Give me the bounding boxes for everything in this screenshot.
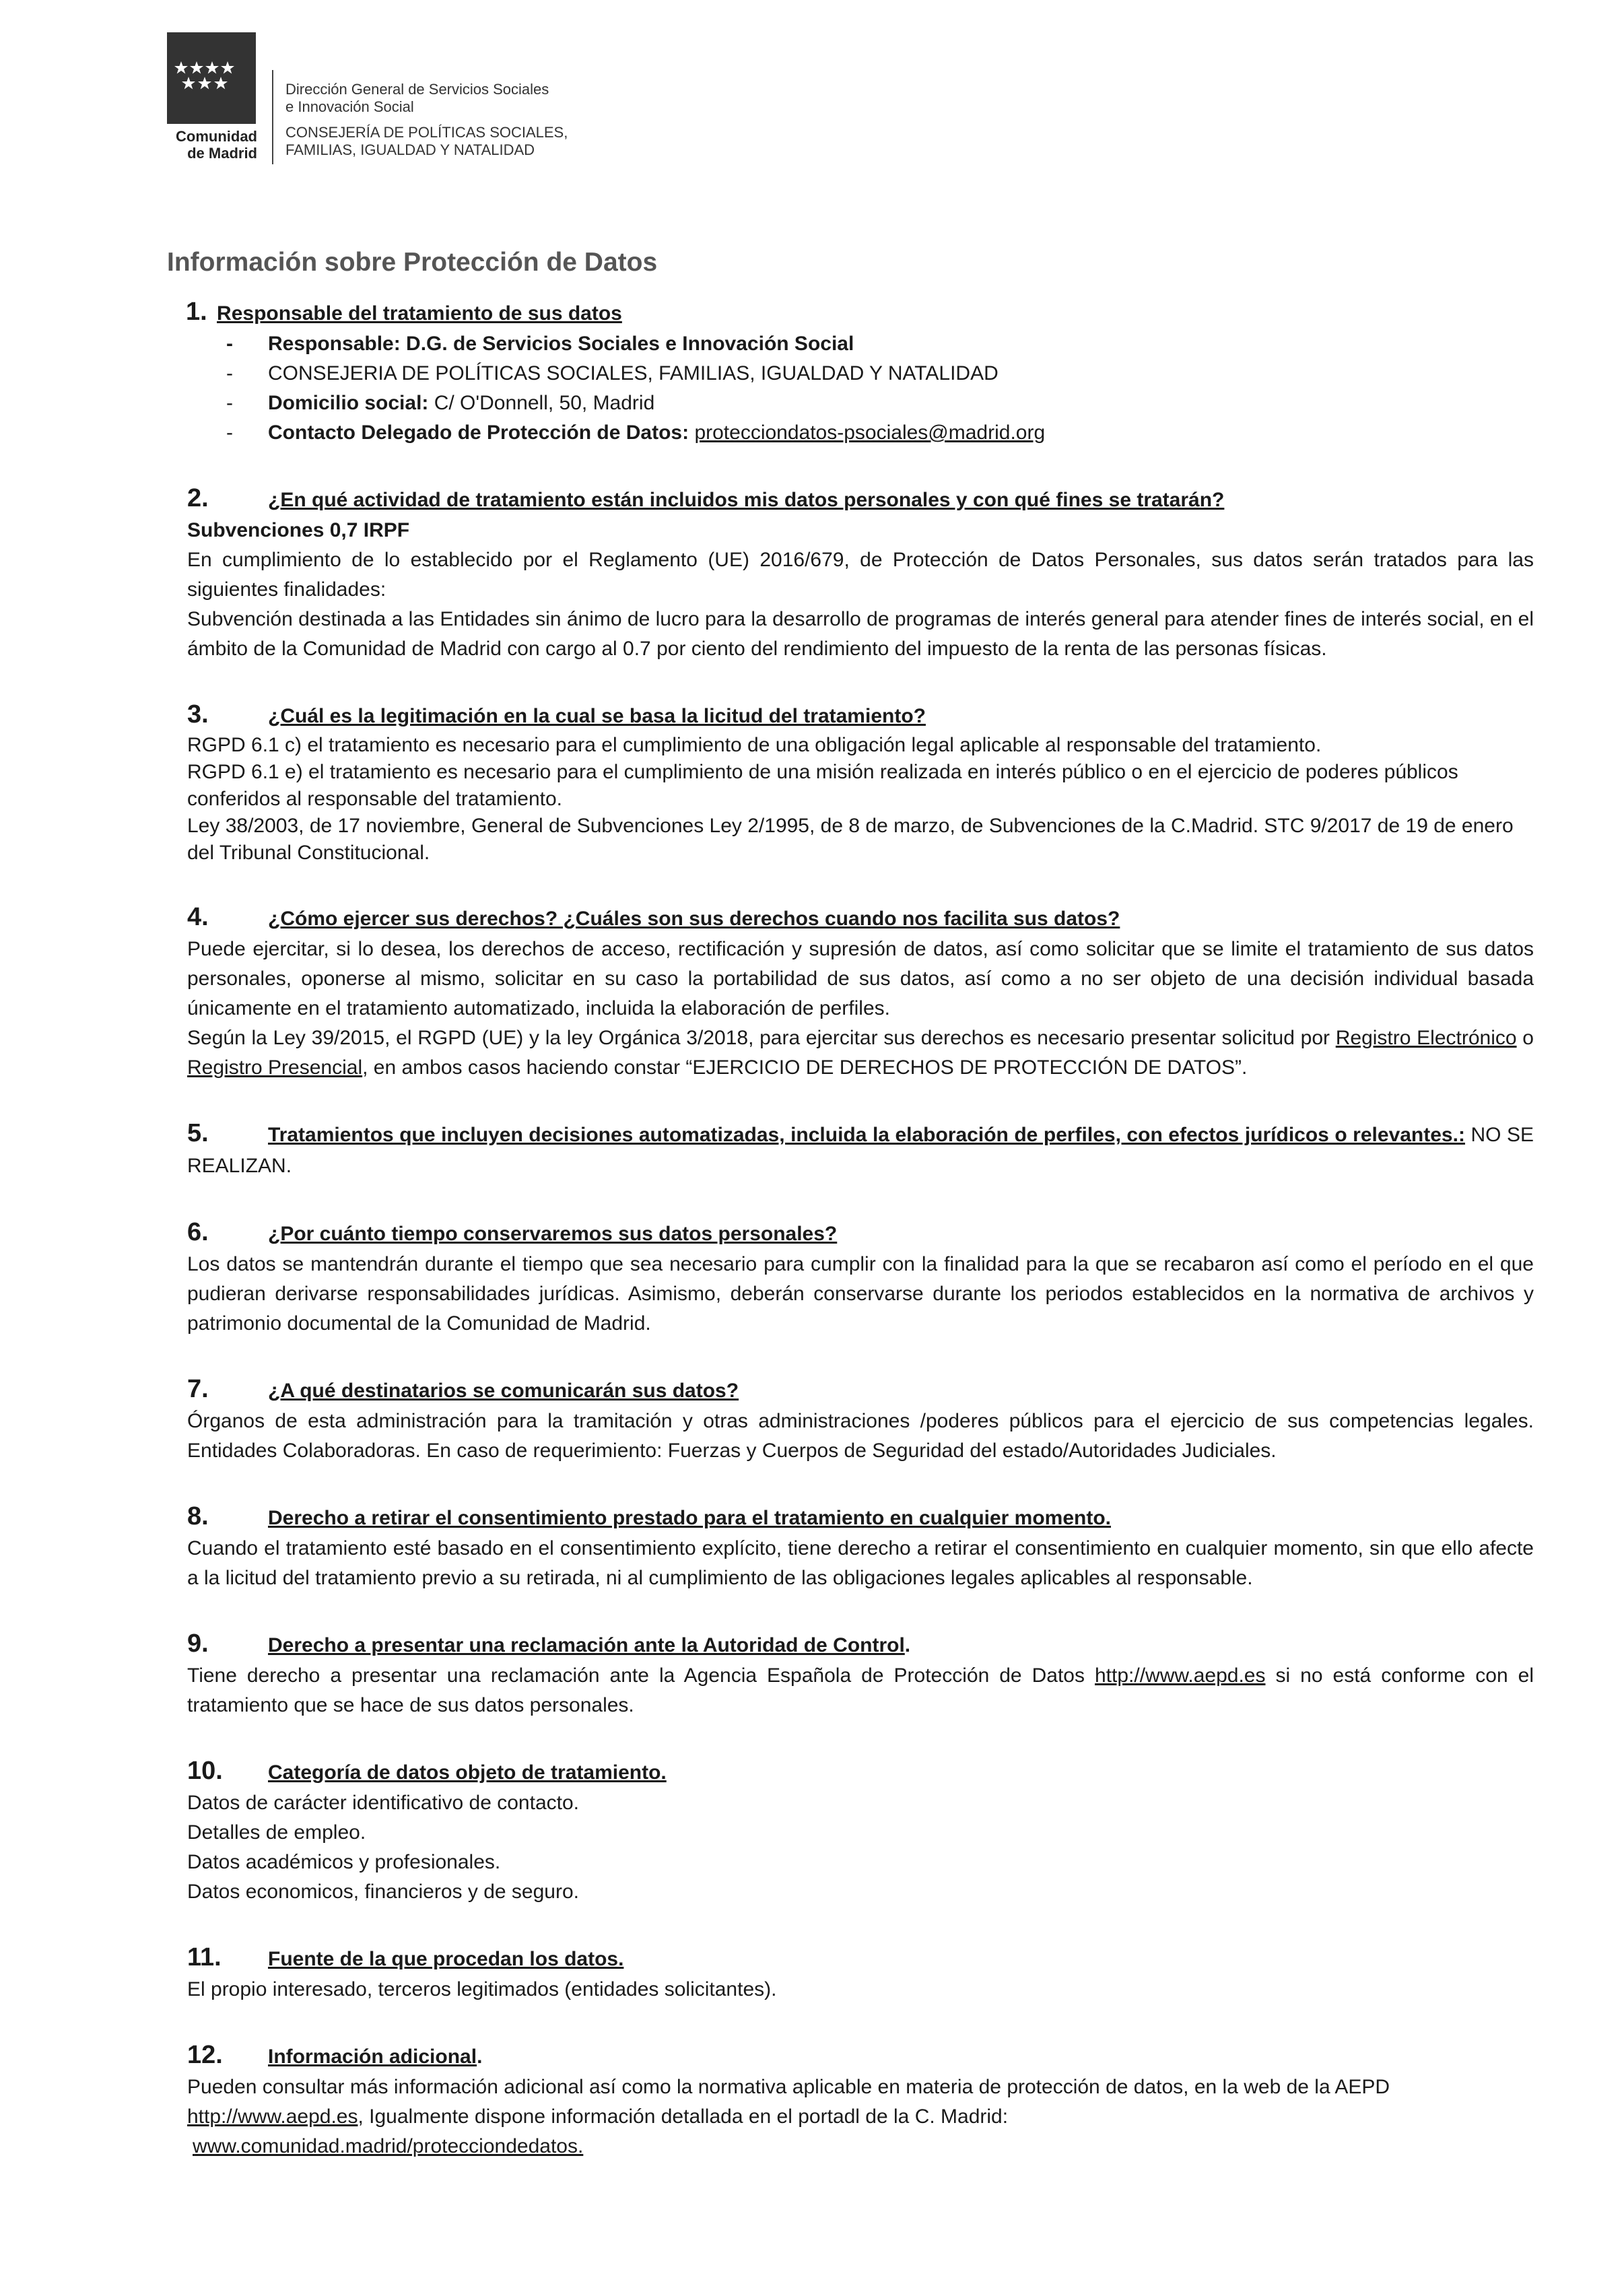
section-2-heading [167, 483, 1534, 516]
section-8-heading [167, 1501, 1534, 1534]
section-value: NO SE REALIZAN. [187, 1124, 1534, 1177]
list-item [226, 389, 1534, 418]
dept-line-1: Dirección General de Servicios Sociales [285, 81, 549, 98]
section-7-heading [167, 1374, 1534, 1407]
section-6 [167, 1217, 1534, 1339]
section-10-heading [167, 1755, 1534, 1788]
dept-line-2: e Innovación Social [285, 98, 414, 115]
registro-presencial-link[interactable]: Registro Presencial [187, 1056, 363, 1079]
section-number: 4. [187, 903, 209, 931]
text: o [1516, 1027, 1534, 1049]
comunidad-madrid-link[interactable]: www.comunidad.madrid/protecciondedatos. [193, 2135, 584, 2157]
department-name [285, 81, 568, 159]
section-7 [167, 1374, 1534, 1466]
item-label: Domicilio social: [268, 392, 429, 414]
text: Tiene derecho a presentar una reclamación ante la Agencia Española de Protección de Datos [187, 1664, 1095, 1687]
comunidad-madrid-logo [167, 32, 256, 124]
text: Según la Ley 39/2015, el RGPD (UE) y la ley Orgánica 3/2018, para ejercitar sus derechos es necesario presentar solicitud por [187, 1027, 1336, 1049]
text: , en ambos casos haciendo constar “EJERCICIO DE DERECHOS DE PROTECCIÓN DE DATOS”. [362, 1056, 1248, 1079]
section-8 [167, 1501, 1534, 1593]
aepd-link[interactable]: http://www.aepd.es [1095, 1664, 1266, 1687]
paragraph: RGPD 6.1 e) el tratamiento es necesario para el cumplimiento de una misión realizada en interés público o en el ejercicio de poderes públicos conferidos al responsable del tratamiento. [187, 761, 1458, 810]
section-number: 11. [187, 1943, 222, 1971]
section-5 [167, 1118, 1534, 1182]
paragraph: Puede ejercitar, si lo desea, los derechos de acceso, rectificación y supresión de datos, así como solicitar que se limite el tratamiento de sus datos personales, oponerse al mismo, solicitar en su caso la portabilidad de sus datos, así como a no ser objeto de una decisión individual basada únicamente en el tratamiento automatizado, incluida la elaboración de perfiles. [187, 938, 1534, 1019]
section-12-heading [167, 2040, 1534, 2072]
section-11 [167, 1942, 1534, 2004]
section-title: Fuente de la que procedan los datos. [268, 1948, 624, 1970]
section-4-heading [167, 902, 1534, 935]
paragraph [187, 2132, 1534, 2161]
section-11-body [167, 1975, 1534, 2004]
org-line-2: de Madrid [187, 145, 257, 162]
paragraph [187, 2102, 1534, 2132]
section-5-heading [167, 1118, 1534, 1182]
org-line-1: Comunidad [176, 128, 257, 145]
section-6-heading [167, 1217, 1534, 1250]
section-11-heading [167, 1942, 1534, 1975]
paragraph: Subvención destinada a las Entidades sin ánimo de lucro para la desarrollo de programas de interés general para atender fines de interés social, en el ámbito de la Comunidad de Madrid con cargo al 0.7 por ciento del rendimiento del impuesto de la renta de las personas físicas. [187, 608, 1534, 660]
section-3 [167, 699, 1534, 867]
section-number: 6. [187, 1218, 209, 1246]
section-number: 2. [187, 484, 209, 512]
section-title: ¿Por cuánto tiempo conservaremos sus datos personales? [268, 1223, 838, 1245]
list-item: - CONSEJERIA DE POLÍTICAS SOCIALES, FAMILIAS, IGUALDAD Y NATALIDAD [226, 359, 1534, 389]
section-number: 5. [187, 1119, 209, 1147]
section-number: 1. [186, 298, 207, 326]
section-12 [167, 2040, 1534, 2161]
section-number: 10. [187, 1757, 223, 1785]
registro-electronico-link[interactable]: Registro Electrónico [1335, 1027, 1517, 1049]
paragraph: Órganos de esta administración para la tramitación y otras administraciones /poderes públicos para el ejercicio de sus competencias legales. Entidades Colaboradoras. En caso de requerimiento: Fuerzas y Cuerpos de Seguridad del estado/Autoridades Judiciales. [187, 1410, 1534, 1462]
list-item: Datos economicos, financieros y de seguro. [187, 1881, 579, 1903]
aepd-link[interactable]: http://www.aepd.es [187, 2105, 358, 2128]
list-item: Detalles de empleo. [187, 1821, 366, 1844]
section-9-body [167, 1661, 1534, 1720]
section-title: Categoría de datos objeto de tratamiento. [268, 1761, 667, 1784]
section-title: ¿Cuál es la legitimación en la cual se basa la licitud del tratamiento? [268, 705, 926, 727]
section-title: Responsable del tratamiento de sus datos [217, 302, 622, 325]
paragraph: En cumplimiento de lo establecido por el Reglamento (UE) 2016/679, de Protección de Datos Personales, sus datos serán tratados para las siguientes finalidades: [187, 549, 1534, 601]
section-1 [167, 296, 1534, 448]
section-3-heading [167, 699, 1534, 732]
section-9 [167, 1628, 1534, 1720]
text: , Igualmente dispone información detallada en el portadl de la C. Madrid: [358, 2105, 1009, 2128]
section-title: ¿Cómo ejercer sus derechos? ¿Cuáles son sus derechos cuando nos facilita sus datos? [268, 908, 1120, 930]
section-3-body [167, 732, 1534, 867]
paragraph: Los datos se mantendrán durante el tiempo que sea necesario para cumplir con la finalidad para la que se recabaron así como el período en el que pudieran derivarse responsabilidades jurídicas. Asimismo, deberán conservarse durante los periodos establecidos en la normativa de archivos y patrimonio documental de la Comunidad de Madrid. [187, 1253, 1534, 1335]
section-4-body [167, 935, 1534, 1083]
section-title: ¿En qué actividad de tratamiento están incluidos mis datos personales y con qué fines se tratarán? [268, 489, 1225, 511]
text: si no está conforme con el tratamiento que se hace de sus datos personales. [187, 1664, 1534, 1716]
list-item: Datos académicos y profesionales. [187, 1851, 501, 1873]
paragraph: El propio interesado, terceros legitimados (entidades solicitantes). [187, 1978, 777, 2000]
paragraph [187, 1023, 1534, 1083]
item-value: C/ O'Donnell, 50, Madrid [428, 392, 655, 414]
section-10 [167, 1755, 1534, 1907]
section-title: Información adicional [268, 2046, 477, 2068]
dept-line-3: CONSEJERÍA DE POLÍTICAS SOCIALES, [285, 124, 568, 141]
section-title: Tratamientos que incluyen decisiones automatizadas, incluida la elaboración de perfiles, con efectos jurídicos o relevantes.: [268, 1124, 1465, 1146]
section-1-heading [167, 296, 1534, 329]
section-2-body [167, 516, 1534, 664]
header [167, 32, 773, 167]
org-name [167, 128, 257, 162]
section-number: 3. [187, 700, 209, 729]
list-item [226, 418, 1534, 448]
section-number: 7. [187, 1375, 209, 1403]
section-title: Derecho a retirar el consentimiento prestado para el tratamiento en cualquier momento. [268, 1507, 1112, 1529]
page-title: Información sobre Protección de Datos [167, 248, 658, 277]
section-9-heading [167, 1628, 1534, 1661]
dept-line-4: FAMILIAS, IGUALDAD Y NATALIDAD [285, 141, 535, 158]
dpo-email-link[interactable]: protecciondatos-psociales@madrid.org [694, 422, 1046, 444]
section-6-body [167, 1250, 1534, 1339]
list-item: Datos de carácter identificativo de contacto. [187, 1792, 579, 1814]
title-period: . [477, 2046, 483, 2068]
item-label: Contacto Delegado de Protección de Datos: [268, 422, 689, 444]
section-subtitle: Subvenciones 0,7 IRPF [187, 519, 410, 541]
section-title: ¿A qué destinatarios se comunicarán sus datos? [268, 1380, 739, 1402]
paragraph: Ley 38/2003, de 17 noviembre, General de Subvenciones Ley 2/1995, de 8 de marzo, de Subvenciones de la C.Madrid. STC 9/2017 de 19 de enero del Tribunal Constitucional. [187, 815, 1514, 864]
section-7-body [167, 1407, 1534, 1466]
section-4 [167, 902, 1534, 1083]
section-2 [167, 483, 1534, 664]
section-10-body [167, 1788, 1534, 1907]
paragraph [187, 1661, 1534, 1720]
section-number: 12. [187, 2041, 223, 2069]
paragraph: Pueden consultar más información adicional así como la normativa aplicable en materia de protección de datos, en la web de la AEPD [187, 2076, 1390, 2098]
header-divider [272, 70, 273, 164]
section-number: 9. [187, 1629, 209, 1658]
paragraph: RGPD 6.1 c) el tratamiento es necesario para el cumplimiento de una obligación legal aplicable al responsable del tratamiento. [187, 734, 1322, 756]
paragraph: Cuando el tratamiento esté basado en el consentimiento explícito, tiene derecho a retirar el consentimiento en cualquier momento, sin que ello afecte a la licitud del tratamiento previo a su retirada, ni al cumplimiento de las obligaciones legales aplicables al responsable. [187, 1537, 1534, 1589]
section-8-body [167, 1534, 1534, 1593]
section-number: 8. [187, 1502, 209, 1530]
section-1-list [167, 329, 1534, 448]
list-item: - Responsable: D.G. de Servicios Sociales e Innovación Social [226, 329, 1534, 359]
section-title: Derecho a presentar una reclamación ante la Autoridad de Control [268, 1634, 905, 1656]
title-period: . [904, 1634, 911, 1656]
stars-icon [167, 32, 256, 124]
main-content [167, 248, 1534, 2161]
section-12-body [167, 2072, 1534, 2161]
